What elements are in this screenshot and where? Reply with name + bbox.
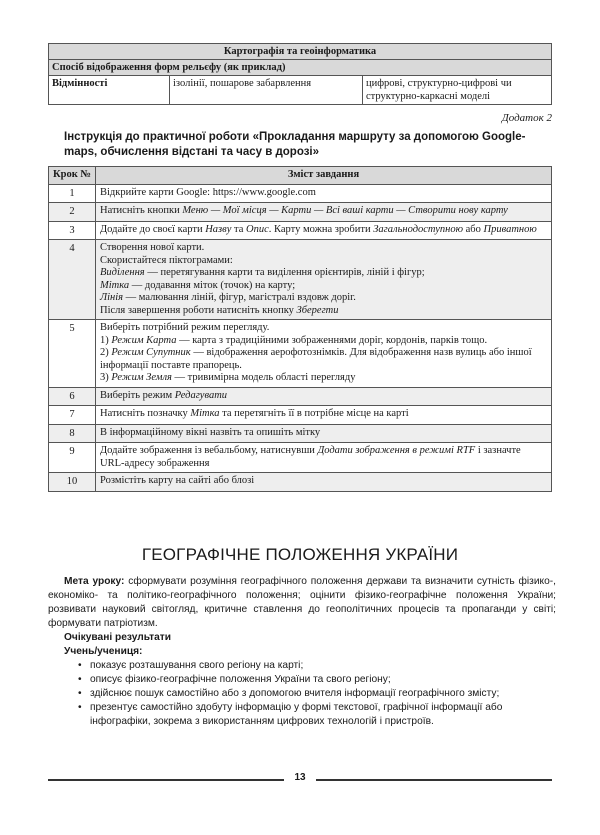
expected-results-label: Очікувані результати <box>64 632 172 643</box>
section-title: ГЕОГРАФІЧНЕ ПОЛОЖЕННЯ УКРАЇНИ <box>141 545 459 564</box>
step-content: Розмістіть карту на сайті або блозі <box>96 473 552 492</box>
footer-rule-left <box>48 779 284 781</box>
step-number: 1 <box>49 184 96 203</box>
bullet-icon: • <box>78 688 82 699</box>
goal-label: Мета уроку: <box>64 576 125 587</box>
step-number: 4 <box>49 240 96 320</box>
list-item <box>78 673 556 687</box>
step-row <box>49 320 552 388</box>
step-number: 5 <box>49 320 96 388</box>
step-row <box>49 240 552 320</box>
list-item-text: показує розташування свого регіону на карті; <box>90 660 304 671</box>
footer-rule-right <box>316 779 552 781</box>
steps-header-content: Зміст завдання <box>96 167 552 185</box>
cartography-table <box>48 43 552 105</box>
step-content: Додайте до своєї карти Назву та Опис. Карту можна зробити Загальнодоступною або Приватною <box>96 221 552 240</box>
lesson-goal <box>48 575 556 631</box>
step-row <box>49 424 552 443</box>
bullet-icon: • <box>78 674 82 685</box>
steps-header-num: Крок № <box>49 167 96 185</box>
step-number: 6 <box>49 387 96 406</box>
list-item <box>78 659 556 673</box>
step-row <box>49 184 552 203</box>
instruction-title: Інструкція до практичної роботи «Прокладання маршруту за допомогою Google-maps, обчислення відстані та часу в дорозі» <box>64 131 526 158</box>
step-number: 3 <box>49 221 96 240</box>
student-label: Учень/учениця: <box>64 646 143 657</box>
lesson-block <box>48 575 556 729</box>
step-number: 8 <box>49 424 96 443</box>
step-number: 7 <box>49 406 96 425</box>
step-content: Натисніть кнопки Меню — Мої місця — Карти — Всі ваші карти — Створити нову карту <box>96 203 552 222</box>
steps-body <box>49 184 552 491</box>
step-content: В інформаційному вікні назвіть та опишіть мітку <box>96 424 552 443</box>
list-item <box>78 701 556 729</box>
differences-label: Відмінності <box>49 76 170 105</box>
results-list <box>48 659 556 729</box>
step-content: Створення нової карти. Скористайтеся піктограмами: Виділення — перетягування карти та виділення орієнтирів, ліній і фігур; Мітка — додавання міток (точок) на карту; Лінія — малювання ліній, фігур, магістралі вздовж доріг. Після завершення роботи натисніть кнопку Зберегти <box>96 240 552 320</box>
step-row <box>49 203 552 222</box>
bullet-icon: • <box>78 660 82 671</box>
step-row <box>49 221 552 240</box>
step-row <box>49 473 552 492</box>
cartography-table-subheader: Спосіб відображення форм рельєфу (як приклад) <box>49 60 552 76</box>
step-number: 10 <box>49 473 96 492</box>
step-content: Відкрийте карти Google: https://www.google.com <box>96 184 552 203</box>
goal-text: сформувати розуміння географічного положення держави та визначити сутність фізико-, економіко- та політико-географічного положення; оцінити фізико-географічне положення України; розвивати науковий світогляд, критичне ставлення до геополітичних процесів та пропаганди у світі; формувати патріотизм. <box>48 576 556 629</box>
page-number: 13 <box>294 772 306 783</box>
cartography-table-header: Картографія та геоінформатика <box>49 44 552 60</box>
step-row <box>49 443 552 473</box>
step-content: Виберіть режим Редагувати <box>96 387 552 406</box>
isolines-cell: ізолінії, пошарове забарвлення <box>170 76 363 105</box>
step-row <box>49 387 552 406</box>
bullet-icon: • <box>78 702 82 713</box>
step-content: Натисніть позначку Мітка та перетягніть її в потрібне місце на карті <box>96 406 552 425</box>
list-item-text: здійснює пошук самостійно або з допомогою вчителя інформації географічного змісту; <box>90 688 500 699</box>
list-item-text: описує фізико-географічне положення України та свого регіону; <box>90 674 391 685</box>
list-item <box>78 687 556 701</box>
list-item-text: презентує самостійно здобуту інформацію у формі текстової, графічної інформації або інфографіки, зокрема з використанням цифрових технологій і пристроїв. <box>90 702 503 727</box>
step-number: 2 <box>49 203 96 222</box>
appendix-label: Додаток 2 <box>501 112 552 124</box>
steps-table <box>48 166 552 492</box>
step-content: Додайте зображення із вебальбому, натиснувши Додати зображення в режимі RTF і зазначте URL-адресу зображення <box>96 443 552 473</box>
step-row <box>49 406 552 425</box>
step-number: 9 <box>49 443 96 473</box>
digital-models-cell: цифрові, структурно-цифрові чи структурно-каркасні моделі <box>363 76 552 105</box>
step-content: Виберіть потрібний режим перегляду. 1) Режим Карта — карта з традиційними зображеннями доріг, кордонів, парків тощо. 2) Режим Супутник — відображення аерофотознімків. Для відображення назв вулиць або іншої інформації поставте прапорець. 3) Режим Земля — тривимірна модель області перегляду <box>96 320 552 388</box>
